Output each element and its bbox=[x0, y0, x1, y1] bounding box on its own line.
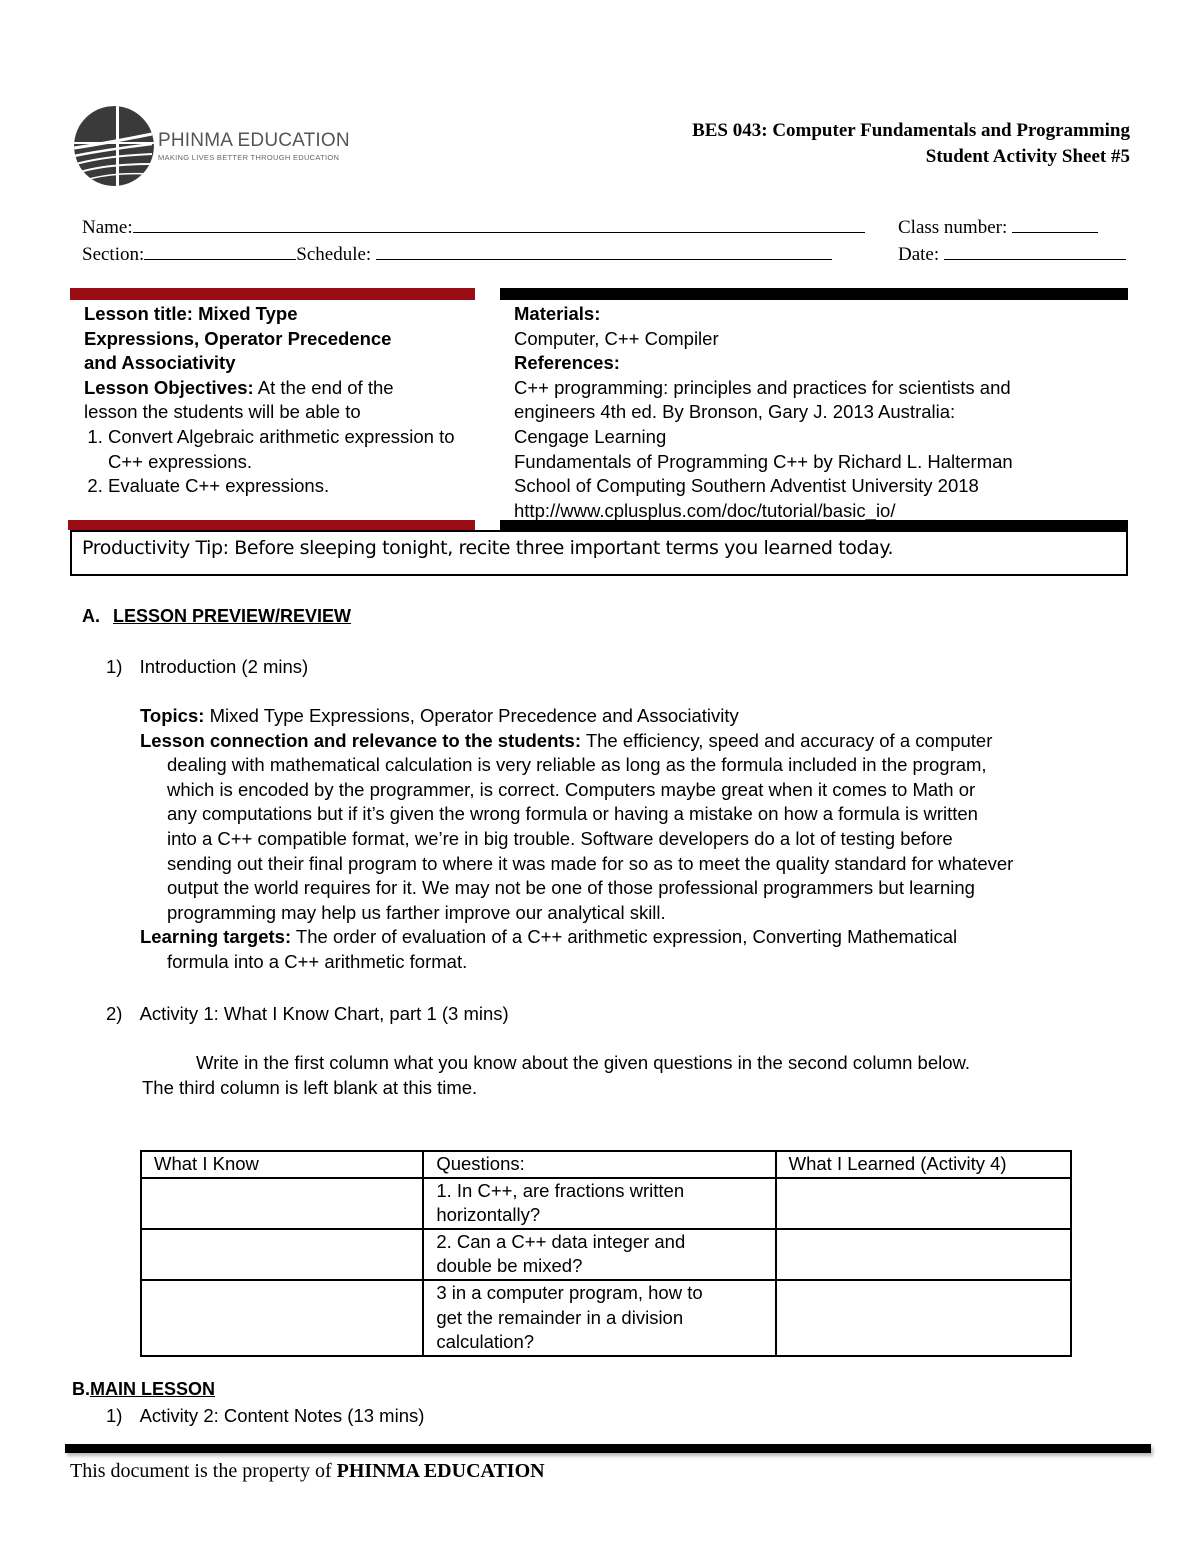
footer-rule bbox=[65, 1444, 1151, 1453]
what-i-know-cell[interactable] bbox=[141, 1229, 423, 1280]
reference-line: School of Computing Southern Adventist University 2018 bbox=[514, 475, 979, 497]
question-cell bbox=[423, 1229, 775, 1280]
section-b-letter: B. bbox=[72, 1379, 90, 1399]
footer-owner: PHINMA EDUCATION bbox=[336, 1460, 545, 1482]
question-line: calculation? bbox=[436, 1331, 535, 1353]
header-what-i-learned: What I Learned (Activity 4) bbox=[776, 1151, 1071, 1178]
footer-text bbox=[70, 1460, 545, 1483]
activity-item bbox=[106, 1002, 509, 1027]
question-line: 2. Can a C++ data integer and bbox=[436, 1230, 686, 1252]
question-cell bbox=[423, 1178, 775, 1229]
section-b-title: MAIN LESSON bbox=[90, 1379, 216, 1399]
section-label: Section: bbox=[82, 244, 145, 265]
table-row bbox=[141, 1178, 1071, 1229]
header-questions: Questions: bbox=[423, 1151, 775, 1178]
objectives-intro-1: At the end of the bbox=[257, 376, 394, 398]
table-header-row bbox=[141, 1151, 1071, 1178]
class-number-line[interactable] bbox=[1012, 214, 1098, 233]
connection-label: Lesson connection and relevance to the students: bbox=[140, 729, 582, 751]
connection-text: The efficiency, speed and accuracy of a computer bbox=[585, 729, 993, 751]
lesson-box-bottom-bar bbox=[68, 520, 475, 530]
connection-line: output the world requires for it. We may not be one of those professional programmers but learning bbox=[167, 877, 975, 899]
item-number: 1) bbox=[106, 656, 123, 677]
objectives-intro-2: lesson the students will be able to bbox=[84, 401, 361, 423]
lesson-title-line1: Mixed Type bbox=[198, 303, 298, 324]
table-row bbox=[141, 1280, 1071, 1356]
section-a-letter: A. bbox=[82, 606, 100, 626]
objectives-label: Lesson Objectives: bbox=[84, 376, 254, 398]
what-i-learned-cell[interactable] bbox=[776, 1178, 1071, 1229]
connection-line: any computations but if it’s given the wrong formula or having a mistake on how a formula is written bbox=[167, 803, 978, 825]
date-line[interactable] bbox=[944, 241, 1126, 260]
lesson-info bbox=[84, 302, 464, 499]
lesson-title-label: Lesson title: bbox=[84, 303, 193, 324]
section-a-heading bbox=[82, 606, 351, 627]
what-i-learned-cell[interactable] bbox=[776, 1229, 1071, 1280]
targets-text-2: formula into a C++ arithmetic format. bbox=[167, 950, 468, 972]
instructions-line-2: The third column is left blank at this time. bbox=[142, 1077, 478, 1098]
reference-line: Fundamentals of Programming C++ by Richard L. Halterman bbox=[514, 450, 1013, 472]
objective-item: 2. Evaluate C++ expressions. bbox=[108, 474, 464, 499]
intro-item bbox=[106, 655, 308, 680]
question-line: double be mixed? bbox=[436, 1255, 583, 1277]
targets-text: The order of evaluation of a C++ arithmetic expression, Converting Mathematical bbox=[295, 926, 958, 948]
reference-line: engineers 4th ed. By Bronson, Gary J. 2013 Australia: bbox=[514, 401, 956, 423]
reference-link[interactable]: http://www.cplusplus.com/doc/tutorial/basic_io/ bbox=[514, 499, 896, 521]
class-number-label: Class number: bbox=[898, 217, 1008, 238]
materials-label: Materials: bbox=[514, 303, 601, 324]
question-line: get the remainder in a division bbox=[436, 1306, 684, 1328]
header-what-i-know: What I Know bbox=[141, 1151, 423, 1178]
item-number: 2) bbox=[106, 1003, 123, 1024]
question-line: horizontally? bbox=[436, 1204, 541, 1226]
table-row bbox=[141, 1229, 1071, 1280]
footer-statement: This document is the property of bbox=[70, 1460, 332, 1482]
reference-line: Cengage Learning bbox=[514, 425, 667, 447]
connection-line: which is encoded by the programmer, is correct. Computers maybe great when it comes to Math or bbox=[167, 778, 976, 800]
connection-line: programming may help us farther improve our analytical skill. bbox=[167, 901, 666, 923]
targets-label: Learning targets: bbox=[140, 926, 292, 948]
connection-line: dealing with mathematical calculation is very reliable as long as the formula included in the program, bbox=[167, 754, 987, 776]
lesson-title-line2: Expressions, Operator Precedence bbox=[84, 327, 392, 349]
activity-item-text: Activity 1: What I Know Chart, part 1 (3 mins) bbox=[139, 1003, 509, 1024]
intro-item-text: Introduction (2 mins) bbox=[139, 656, 309, 677]
content-notes-text: Activity 2: Content Notes (13 mins) bbox=[139, 1405, 425, 1426]
instructions-line-1: Write in the first column what you know about the given questions in the second column below. bbox=[196, 1052, 971, 1073]
what-i-know-cell[interactable] bbox=[141, 1178, 423, 1229]
references-label: References: bbox=[514, 352, 620, 374]
connection-line: into a C++ compatible format, we’re in big trouble. Software developers do a lot of testing before bbox=[167, 827, 953, 849]
sheet-title: Student Activity Sheet #5 bbox=[925, 146, 1130, 167]
question-line: 3 in a computer program, how to bbox=[436, 1281, 703, 1303]
what-i-learned-cell[interactable] bbox=[776, 1280, 1071, 1356]
connection-paragraph bbox=[140, 753, 1135, 925]
course-title: BES 043: Computer Fundamentals and Programming bbox=[692, 120, 1130, 141]
class-number-field[interactable] bbox=[898, 214, 1098, 239]
section-field[interactable] bbox=[82, 241, 832, 266]
section-a-title: LESSON PREVIEW/REVIEW bbox=[113, 606, 352, 626]
materials-info bbox=[514, 302, 1124, 523]
lesson-title-line3: and Associativity bbox=[84, 352, 236, 374]
schedule-line[interactable] bbox=[376, 241, 832, 260]
date-field[interactable] bbox=[898, 241, 1126, 266]
content-notes-item bbox=[106, 1404, 424, 1429]
logo-name: PHINMA EDUCATION bbox=[158, 130, 350, 151]
materials-box-top-bar bbox=[500, 288, 1128, 300]
objectives-list bbox=[78, 425, 464, 499]
item-number: 1) bbox=[106, 1405, 123, 1426]
name-line[interactable] bbox=[133, 214, 865, 233]
topics-label: Topics: bbox=[140, 705, 205, 726]
logo-tagline: MAKING LIVES BETTER THROUGH EDUCATION bbox=[158, 153, 340, 162]
schedule-label: Schedule: bbox=[296, 244, 372, 265]
reference-line: C++ programming: principles and practices for scientists and bbox=[514, 376, 1011, 398]
question-line: 1. In C++, are fractions written bbox=[436, 1179, 685, 1201]
connection-line: sending out their final program to where it was made for so as to meet the quality standard for whatever bbox=[167, 852, 1014, 874]
lesson-box-top-bar bbox=[70, 288, 475, 300]
section-b-heading bbox=[72, 1379, 215, 1400]
what-i-know-cell[interactable] bbox=[141, 1280, 423, 1356]
intro-content bbox=[140, 704, 1135, 975]
name-field[interactable] bbox=[82, 214, 865, 239]
question-cell bbox=[423, 1280, 775, 1356]
topics-text: Mixed Type Expressions, Operator Precedence and Associativity bbox=[209, 705, 739, 726]
objective-item: 1. Convert Algebraic arithmetic expression to C++ expressions. bbox=[108, 425, 464, 474]
productivity-tip: Productivity Tip: Before sleeping tonight, recite three important terms you learned today. bbox=[82, 537, 894, 559]
materials-value: Computer, C++ Compiler bbox=[514, 327, 719, 349]
name-label: Name: bbox=[82, 217, 133, 238]
date-label: Date: bbox=[898, 244, 940, 265]
section-line[interactable] bbox=[144, 241, 296, 260]
what-i-know-chart bbox=[140, 1150, 1072, 1357]
